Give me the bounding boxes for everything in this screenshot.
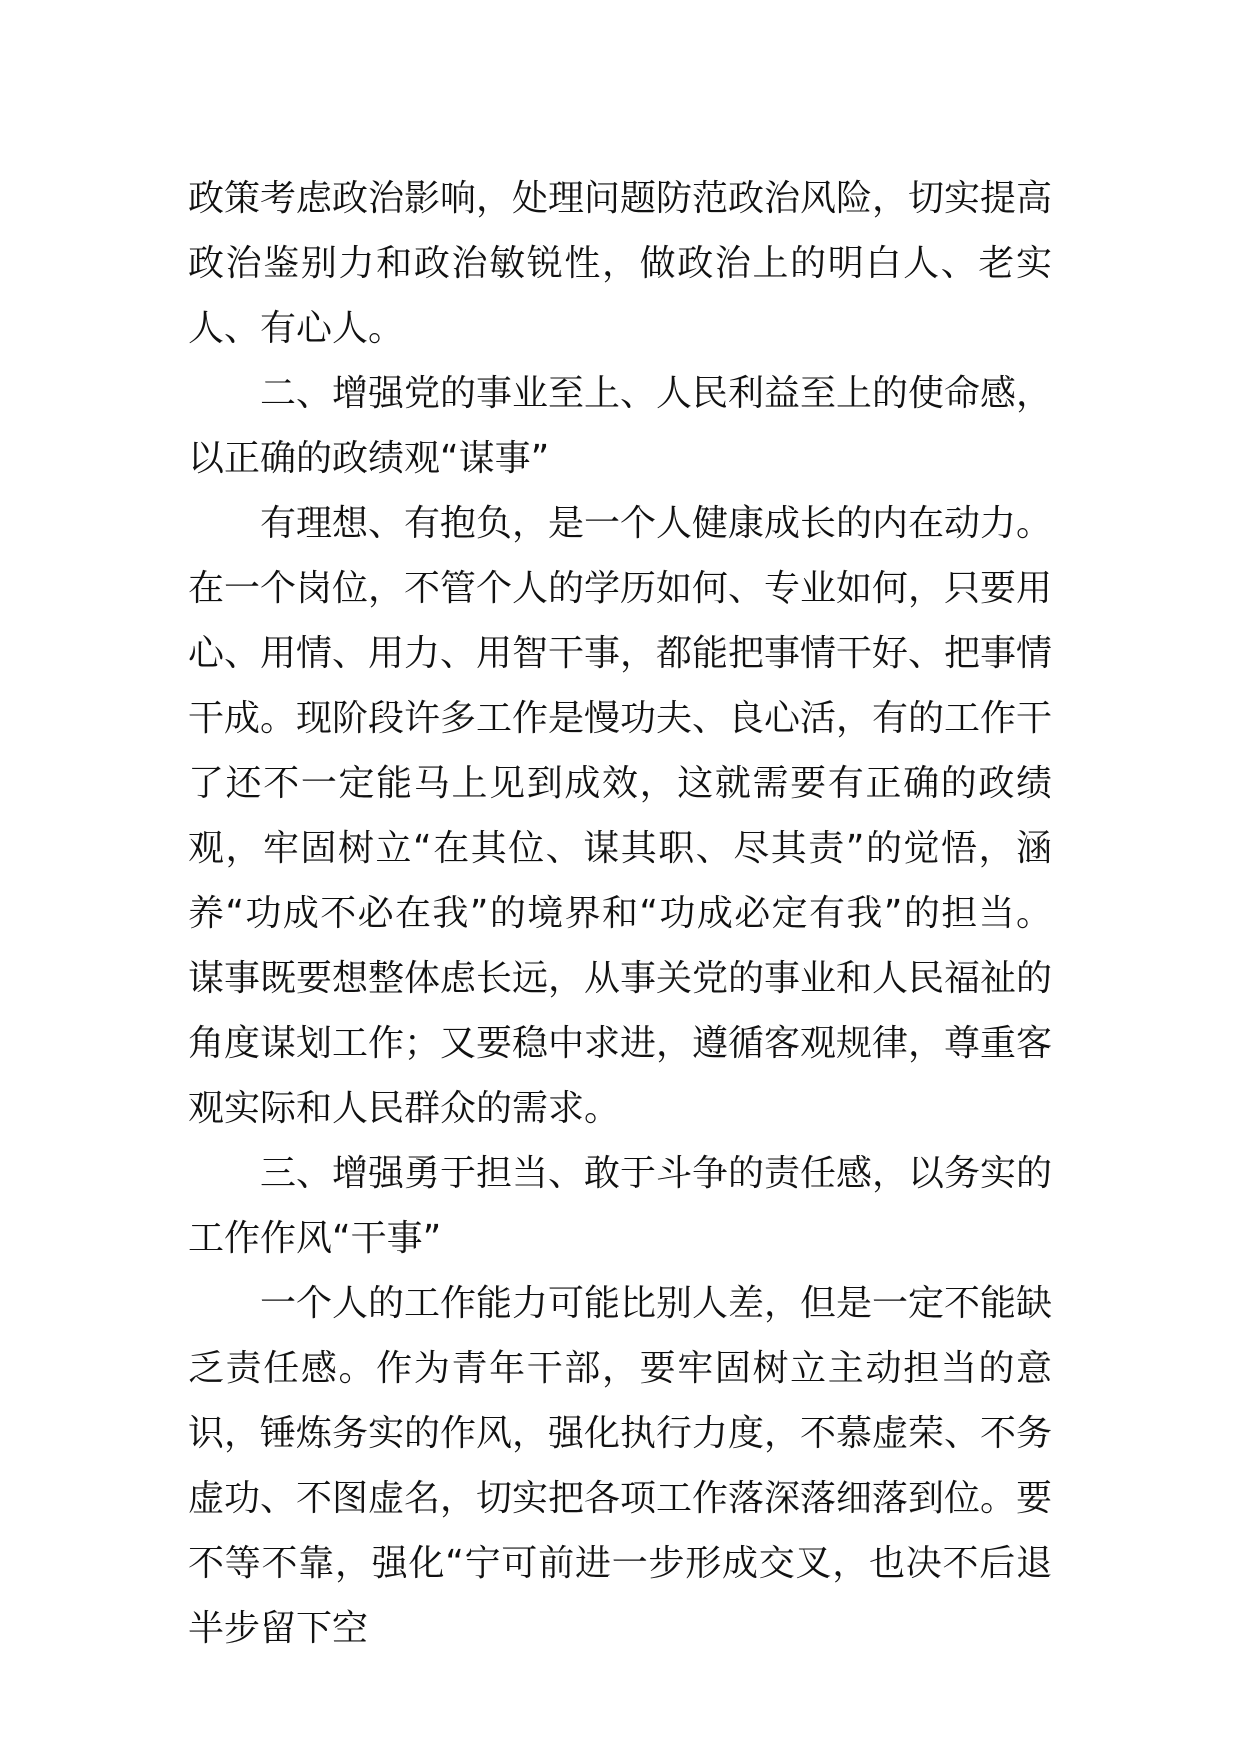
section-heading: 二、增强党的事业至上、人民利益至上的使命感，以正确的政绩观“谋事” (188, 373, 1053, 479)
section-heading: 三、增强勇于担当、敢于斗争的责任感，以务实的工作作风“干事” (188, 1153, 1053, 1259)
body-paragraph: 政策考虑政治影响，处理问题防范政治风险，切实提高政治鉴别力和政治敏锐性，做政治上的明白人、老实人、有心人。 (188, 178, 1053, 349)
body-paragraph: 一个人的工作能力可能比别人差，但是一定不能缺乏责任感。作为青年干部，要牢固树立主动担当的意识，锤炼务实的作风，强化执行力度，不慕虚荣、不务虚功、不图虚名，切实把各项工作落深落细落到位。要不等不靠，强化“宁可前进一步形成交叉，也决不后退半步留下空 (188, 1283, 1053, 1649)
body-paragraph: 有理想、有抱负，是一个人健康成长的内在动力。在一个岗位，不管个人的学历如何、专业如何，只要用心、用情、用力、用智干事，都能把事情干好、把事情干成。现阶段许多工作是慢功夫、良心活，有的工作干了还不一定能马上见到成效，这就需要有正确的政绩观，牢固树立“在其位、谋其职、尽其责”的觉悟，涵养“功成不必在我”的境界和“功成必定有我”的担当。谋事既要想整体虑长远，从事关党的事业和人民福祉的角度谋划工作；又要稳中求进，遵循客观规律，尊重客观实际和人民群众的需求。 (188, 503, 1053, 1129)
document-body (188, 166, 1052, 1661)
